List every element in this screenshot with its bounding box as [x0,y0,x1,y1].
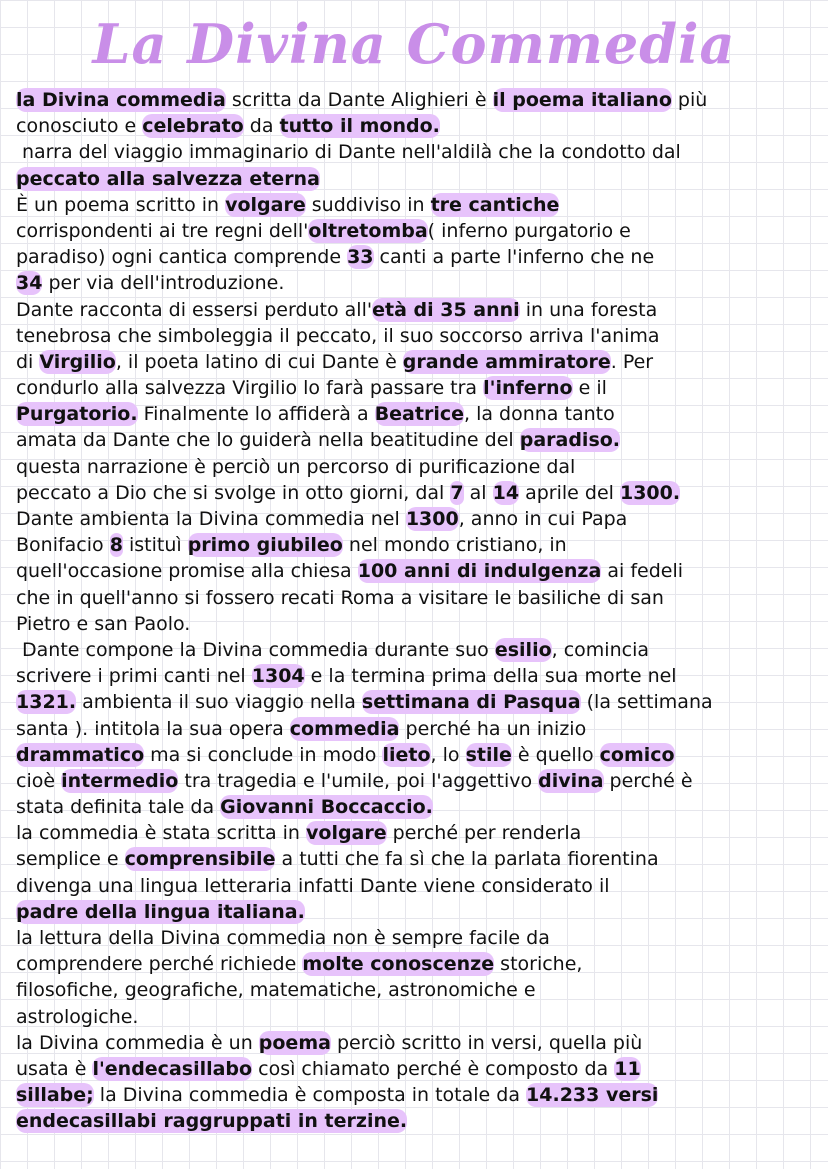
text-segment: ai fedeli [601,560,683,583]
text-segment: perché per renderla [386,822,582,845]
highlighted-term: tutto il mondo. [279,115,440,138]
text-line [16,794,816,820]
text-segment: , lo [430,743,466,766]
highlighted-term: primo giubileo [187,534,343,557]
text-line [16,1030,816,1056]
highlighted-term: molte conoscenze [302,953,495,976]
highlighted-term: comico [599,743,675,766]
highlighted-term: Giovanni Boccaccio. [220,796,433,819]
highlighted-term: l'inferno [483,377,573,400]
highlighted-term: paradiso. [519,429,621,452]
text-segment: e il [572,377,607,400]
text-line [16,139,816,165]
highlighted-term: comprensibile [124,848,276,871]
highlighted-term: tre cantiche [430,193,560,216]
text-line [16,192,816,218]
text-segment: narra del viaggio immaginario di Dante nell'aldilà che la condotto dal [22,141,681,164]
highlighted-term: la Divina commedia [16,89,226,111]
highlighted-term: 34 [16,272,43,295]
text-segment: (la settimana [580,691,713,714]
text-line [16,349,816,375]
text-segment: perché ha un inizio [399,717,587,740]
text-segment: Dante ambienta la Divina commedia nel [16,508,406,530]
text-line [16,637,816,663]
highlighted-term: 1300. [619,481,681,504]
highlighted-term: il poema italiano [492,89,672,111]
text-segment: usata è [16,1057,93,1080]
text-segment: cioè [16,769,62,792]
text-line [16,218,816,244]
highlighted-term: volgare [225,193,306,216]
text-segment: storiche, [494,953,583,976]
highlighted-term: endecasillabi raggruppati in terzine. [16,1110,408,1133]
text-segment: quell'occasione promise alla chiesa [16,560,358,583]
text-line [16,480,816,506]
text-segment: divenga una lingua letteraria infatti Dante viene considerato il [16,874,610,897]
text-segment: tenebrosa che simboleggia il peccato, il suo soccorso arriva l'anima [16,324,660,347]
highlighted-term: grande ammiratore [402,350,611,373]
text-line [16,297,816,323]
text-line [16,716,816,742]
text-segment: peccato a Dio che si svolge in otto giorni, dal [16,481,451,504]
text-segment: tra tragedia e l'umile, poi l'aggettivo [178,769,539,792]
text-line [16,558,816,584]
text-segment: nel mondo cristiano, in [342,534,567,557]
text-line [16,1004,816,1030]
text-line [16,585,816,611]
highlighted-term: sillabe; [16,1084,94,1107]
text-line [16,820,816,846]
text-line [16,270,816,296]
text-line [16,375,816,401]
text-line [16,87,816,113]
text-segment: più [671,89,708,111]
text-line [16,663,816,689]
text-segment: ma si conclude in modo [144,743,383,766]
text-segment: stata definita tale da [16,796,221,819]
text-line [16,1056,816,1082]
highlighted-term: l'endecasillabo [92,1057,253,1080]
text-segment: Finalmente lo affiderà a [137,403,375,426]
text-line [16,323,816,349]
text-segment: , comincia [551,638,649,661]
text-segment: , anno in cui Papa [458,508,628,530]
text-line [16,951,816,977]
text-line [16,742,816,768]
highlighted-term: 11 [614,1057,641,1080]
text-line [16,244,816,270]
highlighted-term: esilio [494,638,552,661]
highlighted-term: 33 [347,246,374,269]
text-segment: amata da Dante che lo guiderà nella beatitudine del [16,429,520,452]
highlighted-term: peccato alla salvezza eterna [16,167,320,190]
text-segment: la Divina commedia è composta in totale da [93,1084,527,1107]
text-segment: paradiso) ogni cantica comprende [16,246,348,269]
text-line [16,925,816,951]
notes-body [16,87,816,1135]
text-line [16,427,816,453]
text-segment: aprile del [519,481,620,504]
text-line [16,1108,816,1134]
text-line [16,454,816,480]
text-segment: istituì [122,534,188,557]
highlighted-term: età di 35 anni [372,298,520,321]
text-segment: così chiamato perché è composto da [252,1057,615,1080]
highlighted-term: commedia [289,717,400,740]
text-segment: Bonifacio [16,534,110,557]
text-line [16,846,816,872]
text-segment: Dante compone la Divina commedia durante suo [22,638,495,661]
highlighted-term: 14.233 versi [526,1084,659,1107]
highlighted-term: 1304 [251,665,305,688]
text-segment: perché è [603,769,693,792]
highlighted-term: 7 [450,481,464,504]
text-segment: . Per [610,350,654,373]
text-line [16,401,816,427]
text-segment: in una foresta [519,298,658,321]
text-segment: ambienta il suo viaggio nella [76,691,362,714]
text-segment: al [463,481,493,504]
text-line [16,506,816,532]
text-segment: Dante racconta di essersi perduto all' [16,298,373,321]
highlighted-term: Virgilio [39,350,116,373]
highlighted-term: divina [538,769,604,792]
highlighted-term: 14 [492,481,520,504]
text-segment: santa ). intitola la sua opera [16,717,290,740]
text-segment: è quello [511,743,600,766]
highlighted-term: padre della lingua italiana. [16,900,305,923]
text-line [16,873,816,899]
text-segment: questa narrazione è perciò un percorso di purificazione dal [16,455,576,478]
text-segment: di [16,350,40,373]
text-line [16,532,816,558]
text-segment: scrivere i primi canti nel [16,665,252,688]
text-segment: la commedia è stata scritta in [16,822,306,845]
text-segment: che in quell'anno si fossero recati Roma a visitare le basiliche di san [16,586,664,609]
text-segment: semplice e [16,848,125,871]
text-segment: , la donna tanto [464,403,615,426]
text-line [16,1082,816,1108]
highlighted-term: intermedio [61,769,179,792]
highlighted-term: volgare [306,822,387,845]
text-segment: scritta da Dante Alighieri è [225,89,493,111]
text-segment: la Divina commedia è un [16,1031,259,1054]
text-segment: e la termina prima della sua morte nel [304,665,677,688]
highlighted-term: 8 [109,534,123,557]
text-segment: canti a parte l'inferno che ne [373,246,655,269]
text-segment: suddiviso in [305,193,431,216]
text-segment: condurlo alla salvezza Virgilio lo farà passare tra [16,377,484,400]
text-segment: per via dell'introduzione. [42,272,285,295]
text-segment: , il poeta latino di cui Dante è [115,350,403,373]
page-title: La Divina Commedia [92,12,736,76]
text-segment: da [243,115,280,138]
text-line [16,689,816,715]
text-segment: Pietro e san Paolo. [16,612,191,635]
highlighted-term: 1321. [16,691,77,714]
highlighted-term: 100 anni di indulgenza [357,560,602,583]
highlighted-term: poema [258,1031,331,1054]
text-segment: corrispondenti ai tre regni dell' [16,219,309,242]
highlighted-term: oltretomba [308,219,428,242]
text-segment: filosofiche, geografiche, matematiche, astronomiche e [16,979,536,1002]
highlighted-term: lieto [382,743,431,766]
text-line [16,166,816,192]
text-line [16,899,816,925]
text-segment: comprendere perché richiede [16,953,303,976]
text-line [16,768,816,794]
highlighted-term: celebrato [142,115,244,138]
highlighted-term: stile [465,743,512,766]
text-line [16,113,816,139]
text-line [16,977,816,1003]
highlighted-term: 1300 [405,508,459,530]
highlighted-term: Beatrice [374,403,464,426]
text-segment: astrologiche. [16,1005,139,1028]
text-segment: conosciuto e [16,115,143,138]
highlighted-term: drammatico [16,743,145,766]
highlighted-term: settimana di Pasqua [361,691,581,714]
text-segment: ( inferno purgatorio e [427,219,631,242]
text-segment: la lettura della Divina commedia non è sempre facile da [16,927,550,949]
text-segment: a tutti che fa sì che la parlata fiorentina [275,848,659,871]
text-line [16,611,816,637]
text-segment: È un poema scritto in [16,193,226,216]
text-segment: perciò scritto in versi, quella più [330,1031,643,1054]
highlighted-term: Purgatorio. [16,403,138,426]
